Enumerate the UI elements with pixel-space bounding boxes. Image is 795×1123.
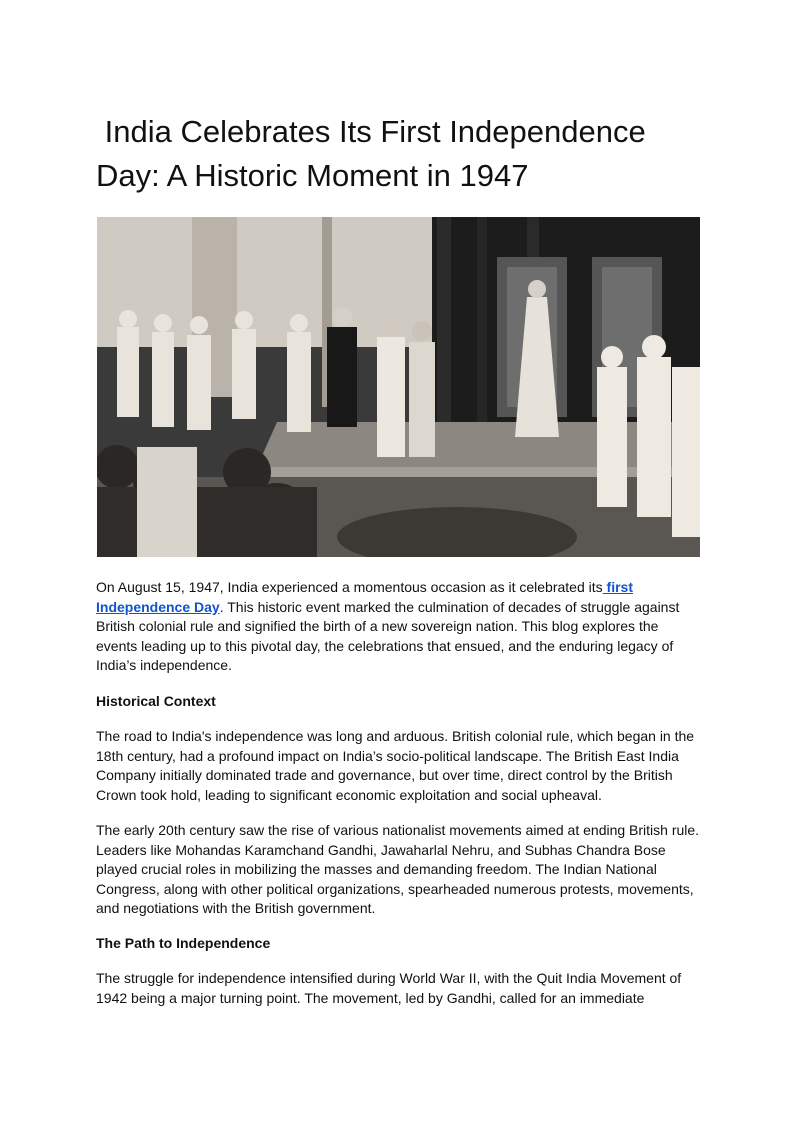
ceremony-photo-illustration [97, 217, 700, 557]
intro-text-after-link: . This historic event marked the culmination of decades of struggle against British colonial rule and signified the birth of a new sovereign nation. This blog explores the events leading up to this pivotal day, the celebrations that ensued, and the enduring legacy of India’s independence. [96, 598, 680, 674]
section-heading-path-to-independence: The Path to Independence [96, 935, 271, 951]
intro-paragraph [96, 578, 700, 676]
path-to-independence-paragraph-1: The struggle for independence intensified during World War II, with the Quit India Movement of 1942 being a major turning point. The movement, led by Gandhi, called for an immediate [96, 970, 682, 1006]
section-heading-historical-context: Historical Context [96, 693, 216, 709]
intro-text-before-link: On August 15, 1947, India experienced a momentous occasion as it celebrated its [96, 579, 603, 595]
first-independence-day-link[interactable]: first Independence Day [96, 579, 633, 615]
ceremony-photo [97, 217, 700, 557]
historical-context-paragraph-1: The road to India's independence was long and arduous. British colonial rule, which began in the 18th century, had a profound impact on India’s socio-political landscape. The British East India Company initially dominated trade and governance, but over time, direct control by the British Crown took hold, leading to significant economic exploitation and social upheaval. [96, 728, 695, 803]
historical-context-paragraph-2: The early 20th century saw the rise of various nationalist movements aimed at ending British rule. Leaders like Mohandas Karamchand Gandhi, Jawaharlal Nehru, and Subhas Chandra Bose played crucial roles in mobilizing the masses and demanding freedom. The Indian National Congress, along with other political organizations, spearheaded numerous protests, movements, and negotiations with the British government. [96, 822, 700, 917]
page-title: India Celebrates Its First Independence Day: A Historic Moment in 1947 [96, 114, 655, 193]
